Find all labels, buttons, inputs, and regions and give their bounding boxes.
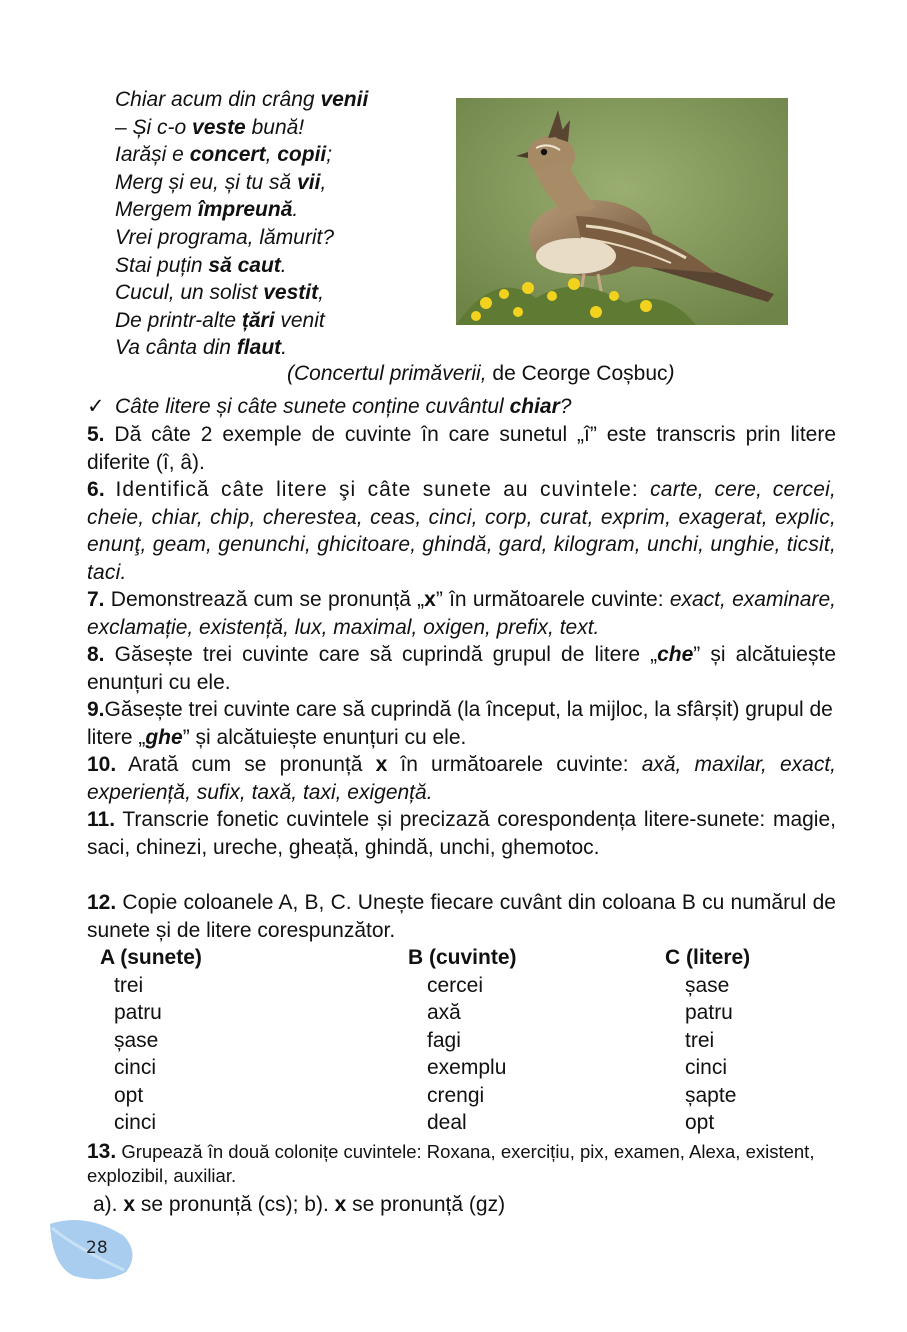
poem-text: Mergem [115,198,198,222]
poem-text: De printr-alte [115,308,242,332]
poem-text: Chiar acum din crâng [115,88,321,111]
check-mark-icon: ✓ [87,395,105,418]
exercise-number: 6. [87,478,105,501]
credit-author: de Ceorge Coșbuc [486,362,668,385]
exercise-number: 9. [87,698,105,721]
poem-bold-word: veste [192,115,246,139]
exercise-text: Identifică câte litere şi câte sunete au cuvintele: [115,478,651,501]
poem-credit [287,362,675,386]
exercise-12 [87,889,836,944]
exercise-text: Arată cum se pronunță [128,753,376,776]
exercise-13-options [93,1191,505,1219]
skylark-photo [456,98,788,325]
poem-bold-word: împreună [197,198,293,222]
exercise-text: Găsește trei cuvinte care să cuprindă grupul de litere „ [114,643,658,666]
option-a-label: a). [93,1193,124,1216]
column-c-item: patru [685,1001,733,1024]
letter-group: che [657,643,694,666]
exercise-8 [87,641,836,696]
column-c-item: șase [685,973,730,997]
poem-bold-word: vii [297,170,321,194]
column-b-list [408,972,517,1137]
poem-bold-word: țări [241,308,275,332]
letter-x: x [424,588,436,611]
exercise-text-2: în următoarele cuvinte: [387,753,642,776]
letter-group: ghe [145,725,183,749]
poem-text: . [281,336,287,360]
column-b [408,944,517,1137]
poem-line [115,141,368,169]
poem-line [115,224,368,252]
page-number-badge [46,1218,134,1282]
exercise-number: 12. [87,891,117,914]
letter-x: x [123,1193,136,1216]
exercise-text: Grupează în două colonițe cuvintele: Roxana, exercițiu, pix, examen, Alexa, existent, explozibil, auxiliar. [87,1141,815,1186]
exercise-text: Găsește trei cuvinte care să cuprindă (la început, la mijloc, la sfârșit) grupul de litere „ [87,698,833,749]
poem-text: ; [326,143,333,167]
poem-text: Merg și eu, și tu să [115,170,298,194]
exercise-7 [87,586,836,641]
column-b-item: deal [427,1111,467,1134]
poem-text: . [280,253,287,277]
poem-line [115,279,368,307]
poem-line [115,307,368,335]
credit-title: (Concertul primăverii, [287,362,487,385]
check-word: chiar [509,395,560,418]
option-text-2: se pronunță (gz) [346,1193,506,1216]
poem-bold-word: flaut [236,336,282,360]
column-c-list [665,972,750,1137]
column-a-item: opt [114,1083,144,1107]
poem-text: . [292,198,299,222]
poem-text: Stai puțin [115,253,209,277]
check-question [87,393,571,421]
letter-x-2: x [334,1193,347,1216]
exercise-text: Transcrie fonetic cuvintele și precizază corespondența litere-sunete: magie, saci, chinezi, ureche, gheață, ghindă, unchi, ghemotoc. [87,808,836,859]
credit-close: ) [667,362,675,385]
exercise-9 [87,696,836,751]
poem-text: – Și c-o [115,115,193,139]
poem-line [115,196,368,224]
exercise-number: 11. [87,808,116,831]
poem-line [115,114,368,142]
exercise-text: Demonstrează cum se pronunță „ [110,588,425,611]
column-a-list [100,972,202,1137]
exercise-number: 7. [87,588,105,611]
skylark-illustration [456,98,788,325]
column-c-item: șapte [685,1083,737,1107]
column-c [665,944,750,1137]
exercise-text: Copie coloanele A, B, C. Unește fiecare cuvânt din coloana B cu numărul de sunete și de litere corespunzător. [87,891,836,942]
exercise-number: 8. [87,643,105,666]
column-b-header: B (cuvinte) [408,946,517,969]
column-c-item: cinci [685,1056,728,1079]
poem [115,86,368,362]
exercise-number: 10. [87,753,117,776]
column-c-item: trei [685,1028,715,1052]
poem-line [115,252,368,280]
column-c-item: opt [685,1111,715,1134]
column-a-item: cinci [114,1056,157,1079]
poem-bold-word: copii [277,143,327,167]
column-a-item: șase [114,1028,159,1052]
exercise-6 [87,476,836,586]
exercise-5 [87,421,836,476]
column-a-item: patru [114,1001,162,1024]
poem-text: , [265,143,278,167]
column-a-item: cinci [114,1111,157,1134]
exercise-text-2: ” și alcătuiește enunțuri cu ele. [87,643,836,694]
poem-line [115,334,368,362]
poem-bold-word: să caut [208,253,281,277]
column-b-item: exemplu [427,1056,507,1079]
poem-text: venit [274,308,325,332]
column-a [100,944,202,1137]
option-text: se pronunță (cs); b). [135,1193,335,1216]
poem-text: , [320,170,327,194]
poem-text: Vrei programa, lămurit? [115,225,335,249]
column-b-item: axă [427,1001,461,1024]
page-number: 28 [86,1238,108,1258]
poem-text: Cucul, un solist [115,281,264,305]
column-b-item: cercei [427,973,484,997]
poem-text: bună! [245,115,305,139]
exercise-number: 13. [87,1140,117,1163]
poem-text: Va cânta din [115,336,237,360]
exercise-words: carte, cere, cercei, cheie, chiar, chip, cherestea, ceas, cinci, corp, curat, exprim, exagerat, explic, enunţ, geam, genunchi, ghicitoare, ghindă, gard, kilogram, unchi, unghie, ticsit, taci. [87,478,836,584]
column-b-item: fagi [427,1028,461,1052]
check-end: ? [559,395,572,418]
exercise-13 [87,1140,847,1188]
poem-bold-word: vestit [263,281,319,305]
column-b-item: crengi [427,1083,485,1107]
poem-bold-word: venii [320,88,369,111]
poem-line [115,169,368,197]
column-a-header: A (sunete) [100,946,202,969]
letter-x: x [375,753,388,776]
exercise-10 [87,751,836,806]
poem-text: Iarăși e [115,143,190,167]
column-c-header: C (litere) [665,946,751,969]
poem-text: , [318,281,324,305]
poem-line [115,86,368,114]
exercise-text: Dă câte 2 exemple de cuvinte în care sunetul „î” este transcris prin litere diferite (î, â). [87,423,837,474]
exercise-11 [87,806,836,861]
exercise-text-2: ” în următoarele cuvinte: [435,588,670,611]
exercise-text-2: ” și alcătuiește enunțuri cu ele. [182,725,467,749]
poem-bold-word: concert [189,143,266,167]
exercise-number: 5. [87,423,105,446]
column-a-item: trei [114,973,144,997]
check-text: Câte litere și câte sunete conține cuvântul [115,395,510,418]
exercise-words: axă, maxilar, exact, experiență, sufix, taxă, taxi, exigență. [87,753,836,804]
exercise-words: exact, examinare, exclamație, existență, lux, maximal, oxigen, prefix, text. [87,588,836,639]
